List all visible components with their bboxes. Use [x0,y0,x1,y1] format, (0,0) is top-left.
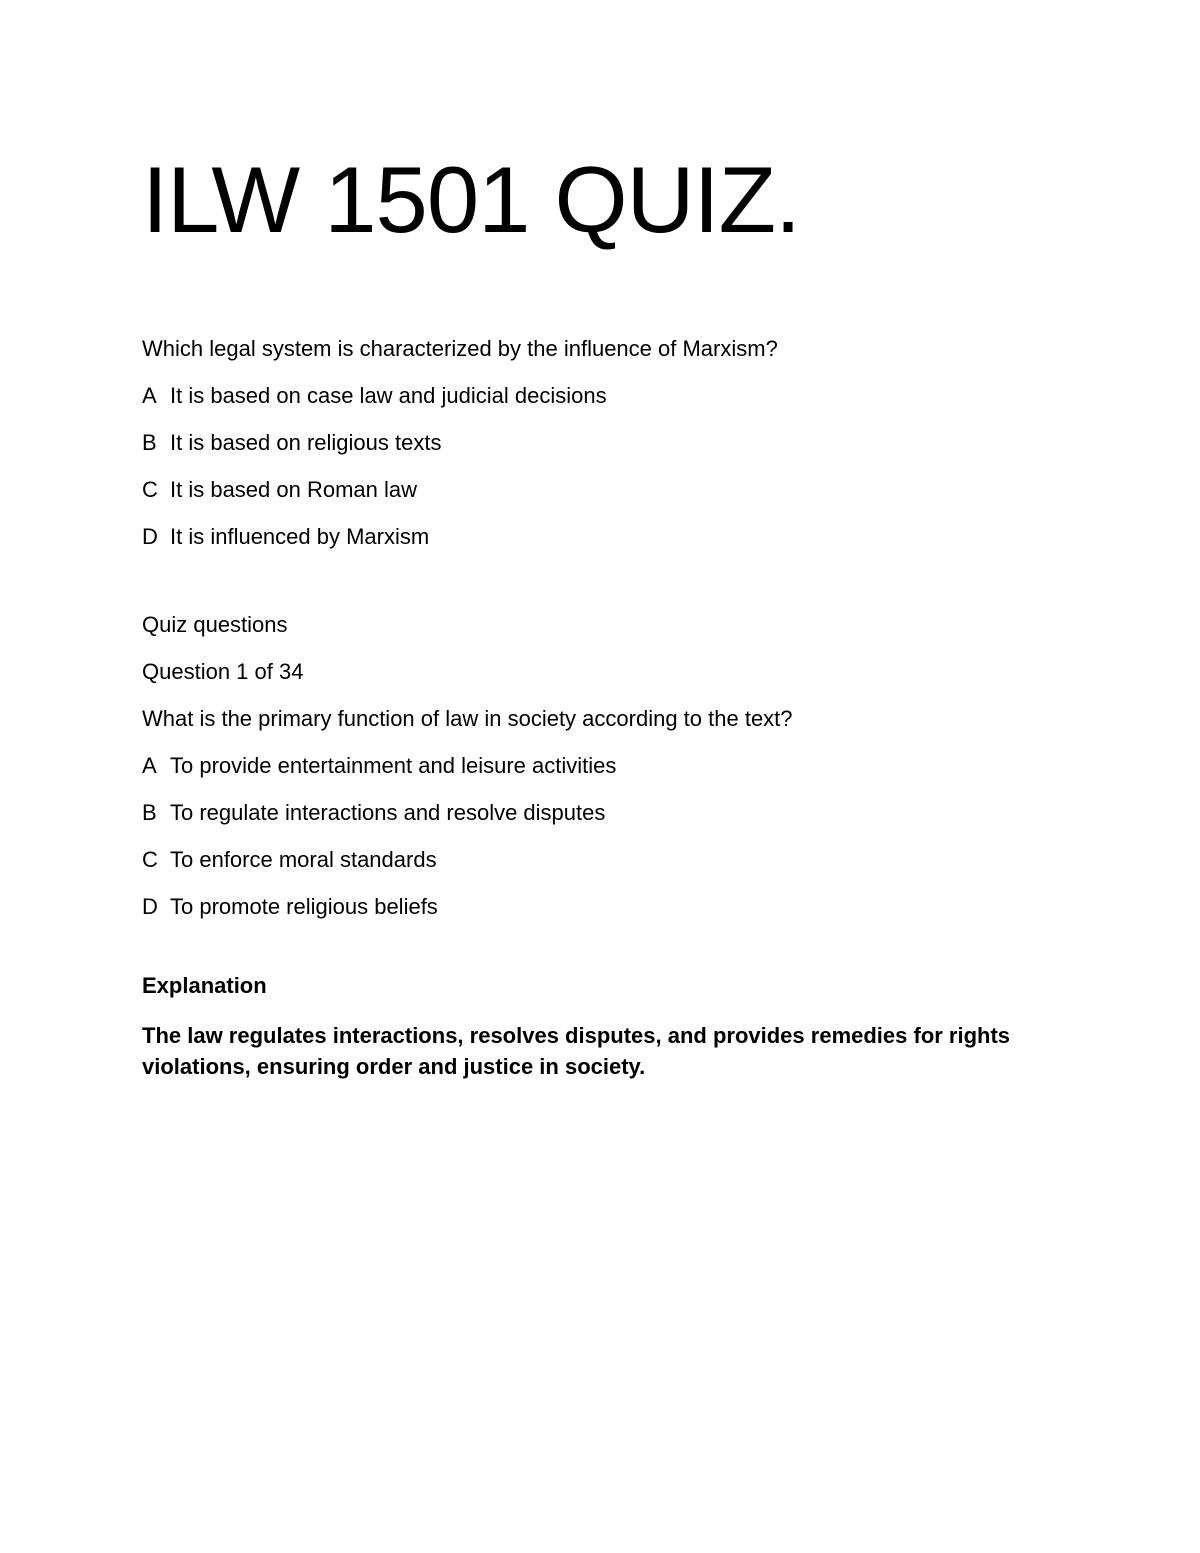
question-block-1 [142,336,1042,550]
option-letter: A [142,383,157,408]
option-letter: D [142,524,158,549]
option-text: It is based on Roman law [170,477,418,502]
option-text: To regulate interactions and resolve disputes [170,800,606,825]
question-1-text: Which legal system is characterized by the influence of Marxism? [142,336,778,361]
document-content [142,147,1042,1082]
question-2-text: What is the primary function of law in society according to the text? [142,706,793,731]
question-1-option-a [142,383,1042,409]
question-counter: Question 1 of 34 [142,659,304,684]
option-text: It is influenced by Marxism [170,524,430,549]
option-letter: C [142,477,158,502]
question-1-option-b [142,430,1042,456]
option-text: To provide entertainment and leisure activities [170,753,617,778]
question-block-2 [142,612,1042,920]
question-1-option-d [142,524,1042,550]
explanation-text: The law regulates interactions, resolves disputes, and provides remedies for rights violations, ensuring order and justice in society. [142,1023,1011,1079]
option-text: To enforce moral standards [170,847,437,872]
question-2-option-a [142,753,1042,779]
option-text: It is based on religious texts [170,430,442,455]
question-2-option-d [142,894,1042,920]
option-text: To promote religious beliefs [170,894,438,919]
section-label: Quiz questions [142,612,288,637]
option-letter: C [142,847,158,872]
option-letter: A [142,753,157,778]
question-2-option-b [142,800,1042,826]
explanation-heading: Explanation [142,973,267,998]
document-title: ILW 1501 QUIZ. [142,147,801,252]
option-text: It is based on case law and judicial decisions [170,383,607,408]
option-letter: B [142,800,157,825]
option-letter: D [142,894,158,919]
question-2-option-c [142,847,1042,873]
explanation-block [142,973,1042,1082]
option-letter: B [142,430,157,455]
question-1-option-c [142,477,1042,503]
